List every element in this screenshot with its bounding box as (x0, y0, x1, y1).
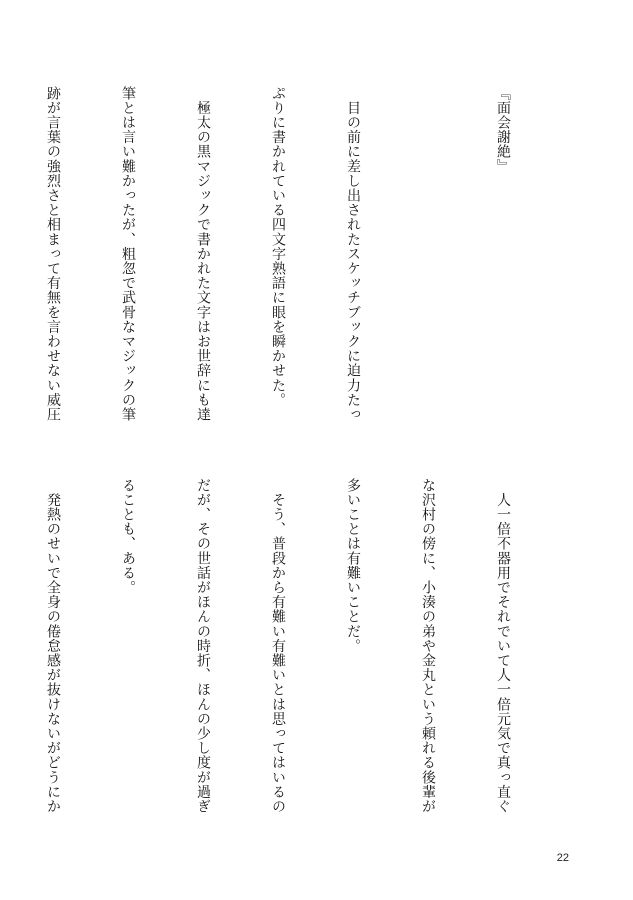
text-line (415, 86, 440, 458)
page-number: 22 (556, 852, 569, 864)
text-line: だが、その世話がほんの時折、ほんの少し度が過ぎ (195, 478, 211, 814)
text-line: 『面会謝絶』 (495, 86, 511, 174)
text-line: ることも、ある。 (120, 478, 136, 595)
text-line: な沢村の傍に、小湊の弟や金丸という頼れる後輩が (420, 478, 436, 814)
text-line: 発熱のせいで全身の倦怠感が抜けないがどうにか (45, 478, 61, 814)
text-line: 筆とは言い難かったが、粗忽で武骨なマジックの筆 (120, 86, 136, 422)
text-line: ぷりに書かれている四文字熟語に眼を瞬かせた。 (270, 86, 286, 408)
upper-text-block (45, 86, 565, 458)
text-line: 極太の黒マジックで書かれた文字はお世辞にも達 (195, 86, 211, 422)
text-line: 人一倍不器用でそれでいて人一倍元気で真っ直ぐ (495, 478, 511, 814)
lower-text-block (45, 478, 565, 850)
text-line: 跡が言葉の強烈さと相まって有無を言わせない威圧 (45, 86, 61, 422)
text-line: 目の前に差し出されたスケッチブックに迫力たっ (345, 86, 361, 422)
text-line: 多いことは有難いことだ。 (345, 478, 361, 654)
text-line: そう、普段から有難い有難いとは思ってはいるの (270, 478, 286, 814)
